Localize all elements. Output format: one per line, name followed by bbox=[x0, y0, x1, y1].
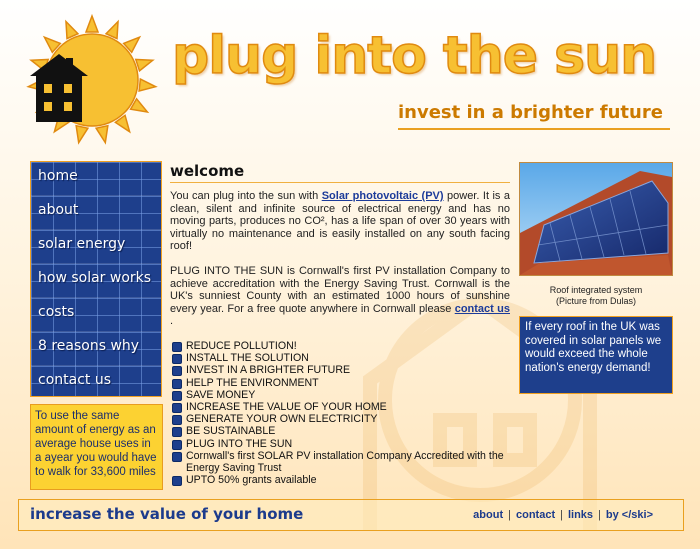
nav-item-solar-energy[interactable]: solar energy bbox=[31, 230, 161, 264]
bullet-square-icon bbox=[172, 415, 182, 425]
logo-sun-house-icon[interactable] bbox=[26, 14, 158, 146]
list-item: UPTO 50% grants available bbox=[170, 474, 510, 486]
footer-slogan: increase the value of your home bbox=[30, 505, 304, 523]
bullet-square-icon bbox=[172, 366, 182, 376]
intro-text-start: You can plug into the sun with bbox=[170, 190, 322, 202]
company-text-start: PLUG INTO THE SUN is Cornwall's first PV installation Company to achieve accreditation with the Energy Saving Trust. Cornwall is the UK's sunniest County with an estimated 1000 hours of sunshine every year. For a free quote anywhere in Cornwall please bbox=[170, 264, 510, 315]
list-item: INCREASE THE VALUE OF YOUR HOME bbox=[170, 401, 510, 413]
footer-links bbox=[473, 509, 653, 521]
nav-item-home[interactable]: home bbox=[31, 162, 161, 196]
list-item: SAVE MONEY bbox=[170, 389, 510, 401]
separator: | bbox=[508, 509, 511, 521]
list-item: GENERATE YOUR OWN ELECTRICITY bbox=[170, 413, 510, 425]
nav-item-about[interactable]: about bbox=[31, 196, 161, 230]
site-tagline: invest in a brighter future bbox=[398, 102, 670, 130]
company-paragraph bbox=[170, 265, 510, 328]
energy-fact-box: To use the same amount of energy as an average house uses in a ayear you would have to walk for 33,600 miles bbox=[30, 404, 163, 490]
nav-item-how-solar-works[interactable]: how solar works bbox=[31, 264, 161, 298]
solar-pv-link[interactable]: Solar photovoltaic (PV) bbox=[321, 190, 444, 202]
bullet-square-icon bbox=[172, 452, 182, 462]
footer-link-contact[interactable]: contact bbox=[515, 509, 556, 521]
footer-link-credit[interactable]: by </ski> bbox=[605, 509, 653, 521]
intro-text-end: power. It is a clean, silent and infinite source of electrical energy and has no moving parts, produces no CO², has a life span of over 30 years with virtually no maintenance and is easily installed on any south facing roof! bbox=[170, 190, 511, 253]
intro-paragraph bbox=[170, 190, 510, 253]
nav-item-costs[interactable]: costs bbox=[31, 298, 161, 332]
roof-solar-photo bbox=[519, 162, 673, 276]
nav-item-8-reasons-why[interactable]: 8 reasons why bbox=[31, 332, 161, 366]
bullet-square-icon bbox=[172, 391, 182, 401]
nav-item-contact-us[interactable]: contact us bbox=[38, 372, 112, 388]
list-item: BE SUSTAINABLE bbox=[170, 425, 510, 437]
list-item: PLUG INTO THE SUN bbox=[170, 438, 510, 450]
list-item: INVEST IN A BRIGHTER FUTURE bbox=[170, 364, 510, 376]
photo-caption: Roof integrated system (Picture from Dulas) bbox=[549, 285, 643, 306]
bullet-square-icon bbox=[172, 342, 182, 352]
bullet-square-icon bbox=[172, 403, 182, 413]
bullet-square-icon bbox=[172, 379, 182, 389]
bullet-square-icon bbox=[172, 354, 182, 364]
contact-us-link[interactable]: contact us bbox=[454, 302, 510, 315]
list-item: Cornwall's first SOLAR PV installation Company Accredited with the Energy Saving Trust bbox=[170, 450, 510, 474]
footer-link-about[interactable]: about bbox=[473, 509, 504, 521]
bullet-square-icon bbox=[172, 476, 182, 486]
benefits-list bbox=[170, 340, 510, 486]
bullet-square-icon bbox=[172, 440, 182, 450]
bullet-square-icon bbox=[172, 427, 182, 437]
footer-bar bbox=[18, 499, 684, 531]
site-title: plug into the sun bbox=[172, 26, 657, 86]
list-item: INSTALL THE SOLUTION bbox=[170, 352, 510, 364]
footer-link-links[interactable]: links bbox=[567, 509, 594, 521]
separator: | bbox=[598, 509, 601, 521]
company-text-end: . bbox=[170, 315, 174, 328]
list-item: REDUCE POLLUTION! bbox=[170, 340, 510, 352]
list-item: HELP THE ENVIRONMENT bbox=[170, 377, 510, 389]
main-content bbox=[170, 160, 510, 486]
roof-fact-box: If every roof in the UK was covered in solar panels we would exceed the whole nation's energy demand! bbox=[519, 316, 673, 394]
sidebar-nav bbox=[30, 161, 162, 397]
page-heading: welcome bbox=[170, 162, 510, 183]
separator: | bbox=[560, 509, 563, 521]
